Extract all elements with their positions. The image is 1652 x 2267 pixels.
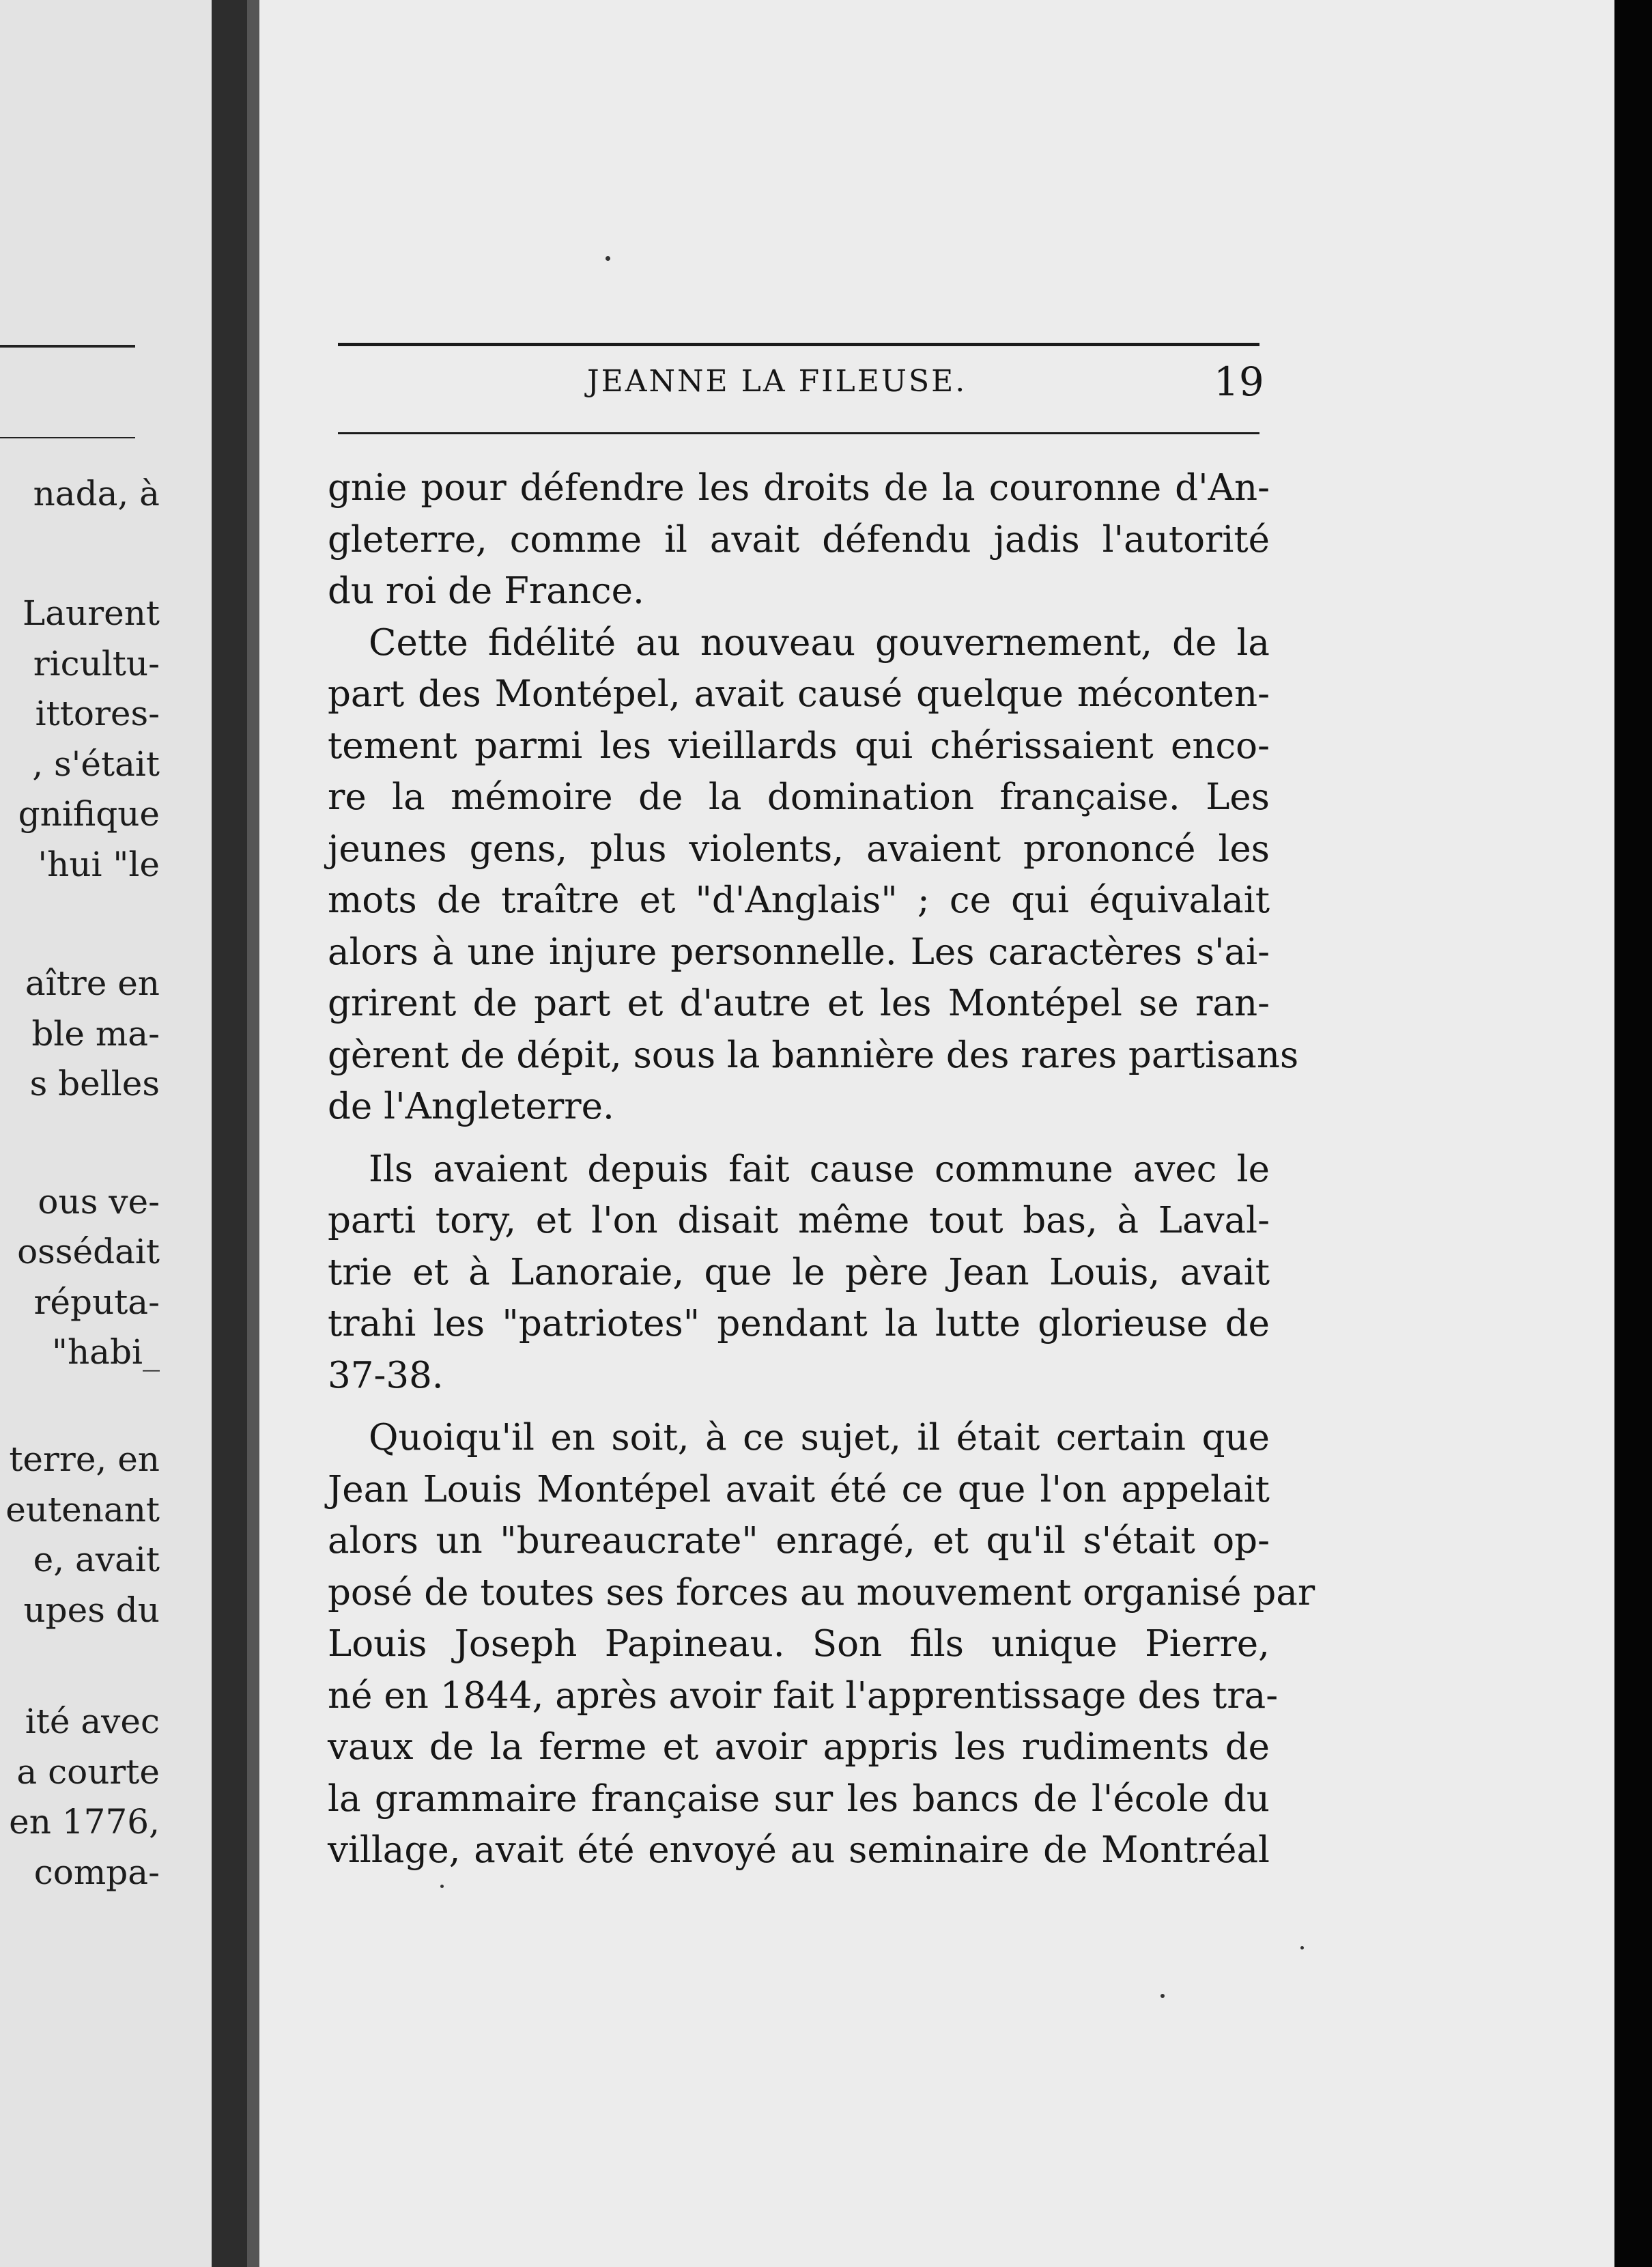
text-line: gèrent de dépit, sous la bannière des rares partisans [328,1034,1299,1076]
page-edge-shadow [247,0,259,2267]
text-line: né en 1844, après avoir fait l'apprentissage des tra- [328,1674,1279,1717]
text-line: part des Montépel, avait causé quelque méconten- [328,673,1270,715]
text-line: re la mémoire de la domination française. Les [328,776,1270,818]
paragraph [328,462,1270,617]
text-line: grirent de part et d'autre et les Montépel se ran- [328,983,1270,1024]
left-page-line: "habi_ [51,1332,160,1372]
text-line: Cette fidélité au nouveau gouvernement, de la [369,621,1270,664]
text-line: gnie pour défendre les droits de la couronne d'An- [328,467,1270,509]
left-page-line: s belles [29,1064,160,1103]
text-line: Ils avaient depuis fait cause commune avec le [369,1148,1270,1190]
scan-speck [440,1885,444,1888]
scan-speck [1160,1994,1165,1998]
page-number: 19 [1214,358,1264,405]
text-line: village, avait été envoyé au seminaire de Montréal [328,1829,1270,1871]
text-line: Quoiqu'il en soit, à ce sujet, il était certain que [369,1417,1270,1459]
text-line: alors à une injure personnelle. Les caractères s'ai- [328,931,1270,973]
paragraph [328,1412,1315,1876]
text-line: trie et à Lanoraie, que le père Jean Louis, avait [328,1251,1270,1293]
paragraph [328,1144,1270,1402]
paragraph [328,617,1299,1133]
left-page-fragment [0,0,212,2267]
text-line: gleterre, comme il avait défendu jadis l'autorité [328,518,1270,561]
left-page-line: eutenant [5,1490,160,1530]
page-body-text [328,462,1315,1876]
left-page-line: ricultu- [33,644,160,684]
scan-speck [606,256,610,261]
left-page-line: upes du [23,1590,160,1630]
left-page-line: terre, en [9,1439,160,1479]
left-page-top-rule [0,345,135,348]
text-line: posé de toutes ses forces au mouvement organisé par [328,1571,1315,1614]
header-top-rule [338,343,1259,346]
left-page-line: ité avec [25,1702,160,1741]
book-page [259,0,1614,2267]
text-line: du roi de France. [328,570,644,612]
scan-speck [1300,1946,1304,1949]
running-head-title: JEANNE LA FILEUSE. [587,364,967,399]
left-page-line: en 1776, [9,1802,160,1842]
left-page-line: compa- [33,1853,160,1892]
left-page-line: ittores- [35,694,160,733]
left-page-line: , s'était [32,744,160,784]
text-line: la grammaire française sur les bancs de l'école du [328,1777,1270,1820]
text-line: mots de traître et "d'Anglais" ; ce qui équivalait [328,879,1270,921]
scan-right-border [1614,0,1652,2267]
left-page-line: ous ve- [38,1182,160,1222]
left-page-line: ossédait [17,1232,160,1271]
left-page-line: 'hui "le [38,845,160,884]
text-line: vaux de la ferme et avoir appris les rudiments de [328,1726,1270,1768]
text-line: jeunes gens, plus violents, avaient prononcé les [328,828,1270,870]
text-line: de l'Angleterre. [328,1086,614,1127]
left-page-line: e, avait [33,1540,160,1579]
text-line: alors un "bureaucrate" enragé, et qu'il s'était op- [328,1520,1270,1562]
left-page-second-rule [0,437,135,438]
left-page-line: réputa- [33,1282,160,1322]
left-page-line: nada, à [33,474,160,513]
text-line: 37-38. [328,1354,444,1396]
paragraph-gap [328,1133,1270,1144]
left-page-line: aître en [25,963,160,1003]
left-page-line: Laurent [22,593,160,633]
left-page-line: gnifique [18,794,160,834]
text-line: tement parmi les vieillards qui chérissaient enco- [328,724,1270,767]
text-line: trahi les "patriotes" pendant la lutte glorieuse de [328,1303,1270,1344]
text-line: parti tory, et l'on disait même tout bas, à Laval- [328,1200,1270,1241]
paragraph-gap [328,1401,1270,1412]
text-line: Louis Joseph Papineau. Son fils unique Pierre, [328,1623,1270,1665]
left-page-line: a courte [16,1752,160,1792]
left-page-line: ble ma- [31,1014,160,1054]
header-bottom-rule [338,432,1259,434]
text-line: Jean Louis Montépel avait été ce que l'on appelait [328,1468,1270,1510]
